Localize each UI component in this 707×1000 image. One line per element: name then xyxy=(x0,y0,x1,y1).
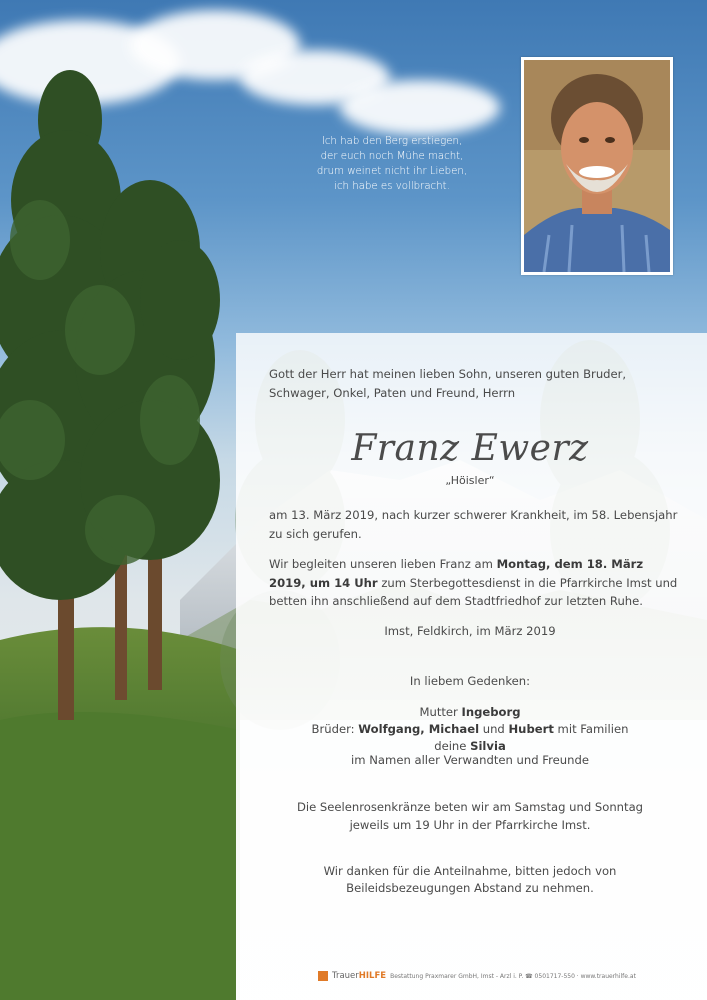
brothers-and: und xyxy=(479,722,509,736)
funeral-date: Montag, dem 18. März 2019, um 14 Uhr xyxy=(269,557,644,590)
rosary-line1: Die Seelenrosenkränze beten wir am Samstag und Sonntag xyxy=(296,800,644,814)
poem-line: ich habe es vollbracht. xyxy=(334,181,450,192)
poem-line: der euch noch Mühe macht, xyxy=(320,151,464,162)
funeral-text-part1: Wir begleiten unseren lieben Franz am xyxy=(269,557,497,571)
mourner-relatives: im Namen aller Verwandten und Freunde xyxy=(351,753,589,767)
funeral-details xyxy=(269,555,679,611)
portrait-frame xyxy=(521,57,673,275)
thanks-line2: Beileidsbezeugungen Abstand zu nehmen. xyxy=(346,881,594,895)
thanks-line1: Wir danken für die Anteilnahme, bitten jedoch von xyxy=(323,864,617,878)
mourner-mother xyxy=(290,703,650,722)
funeral-text-part2: zum Sterbegottesdienst in die Pfarrkirche Imst und betten ihn anschließend auf dem Stadtfriedhof zur letzten Ruhe. xyxy=(269,575,678,608)
trauerhilfe-logo-icon xyxy=(318,971,328,981)
poem-line: drum weinet nicht ihr Lieben, xyxy=(316,166,468,177)
poem-line: Ich hab den Berg erstiegen, xyxy=(321,136,463,147)
partner-label: deine xyxy=(434,739,471,753)
logo-part1: Trauer xyxy=(332,971,359,981)
brothers-names: Wolfgang, Michael xyxy=(358,722,480,736)
footer xyxy=(318,969,636,983)
partner-name: Silvia xyxy=(470,739,506,753)
death-notice: am 13. März 2019, nach kurzer schwerer Krankheit, im 58. Lebensjahr zu sich gerufen. xyxy=(269,508,678,541)
mourner-brothers xyxy=(290,720,650,739)
deceased-name: Franz Ewerz xyxy=(351,428,589,469)
mother-name: Ingeborg xyxy=(461,705,521,719)
memory-heading: In liebem Gedenken: xyxy=(409,674,531,688)
mother-label: Mutter xyxy=(419,705,462,719)
place-date: Imst, Feldkirch, im März 2019 xyxy=(384,624,556,638)
portrait-photo xyxy=(524,60,670,272)
logo-part2: HILFE xyxy=(358,971,387,981)
trauerhilfe-logo xyxy=(332,971,386,981)
intro-text: Gott der Herr hat meinen lieben Sohn, unseren guten Bruder, Schwager, Onkel, Paten und Freund, Herrn xyxy=(269,367,627,400)
poem xyxy=(292,134,492,194)
rosary-line2: jeweils um 19 Uhr in der Pfarrkirche Imst. xyxy=(349,818,591,832)
footer-imprint: Bestattung Praxmarer GmbH, Imst - Arzl i. P. ☎ 0501717-550 · www.trauerhilfe.at xyxy=(390,972,636,980)
brothers-label: Brüder: xyxy=(311,722,359,736)
brother-last: Hubert xyxy=(508,722,554,736)
brothers-suffix: mit Familien xyxy=(553,722,629,736)
deceased-nickname: „Höisler“ xyxy=(445,474,495,487)
